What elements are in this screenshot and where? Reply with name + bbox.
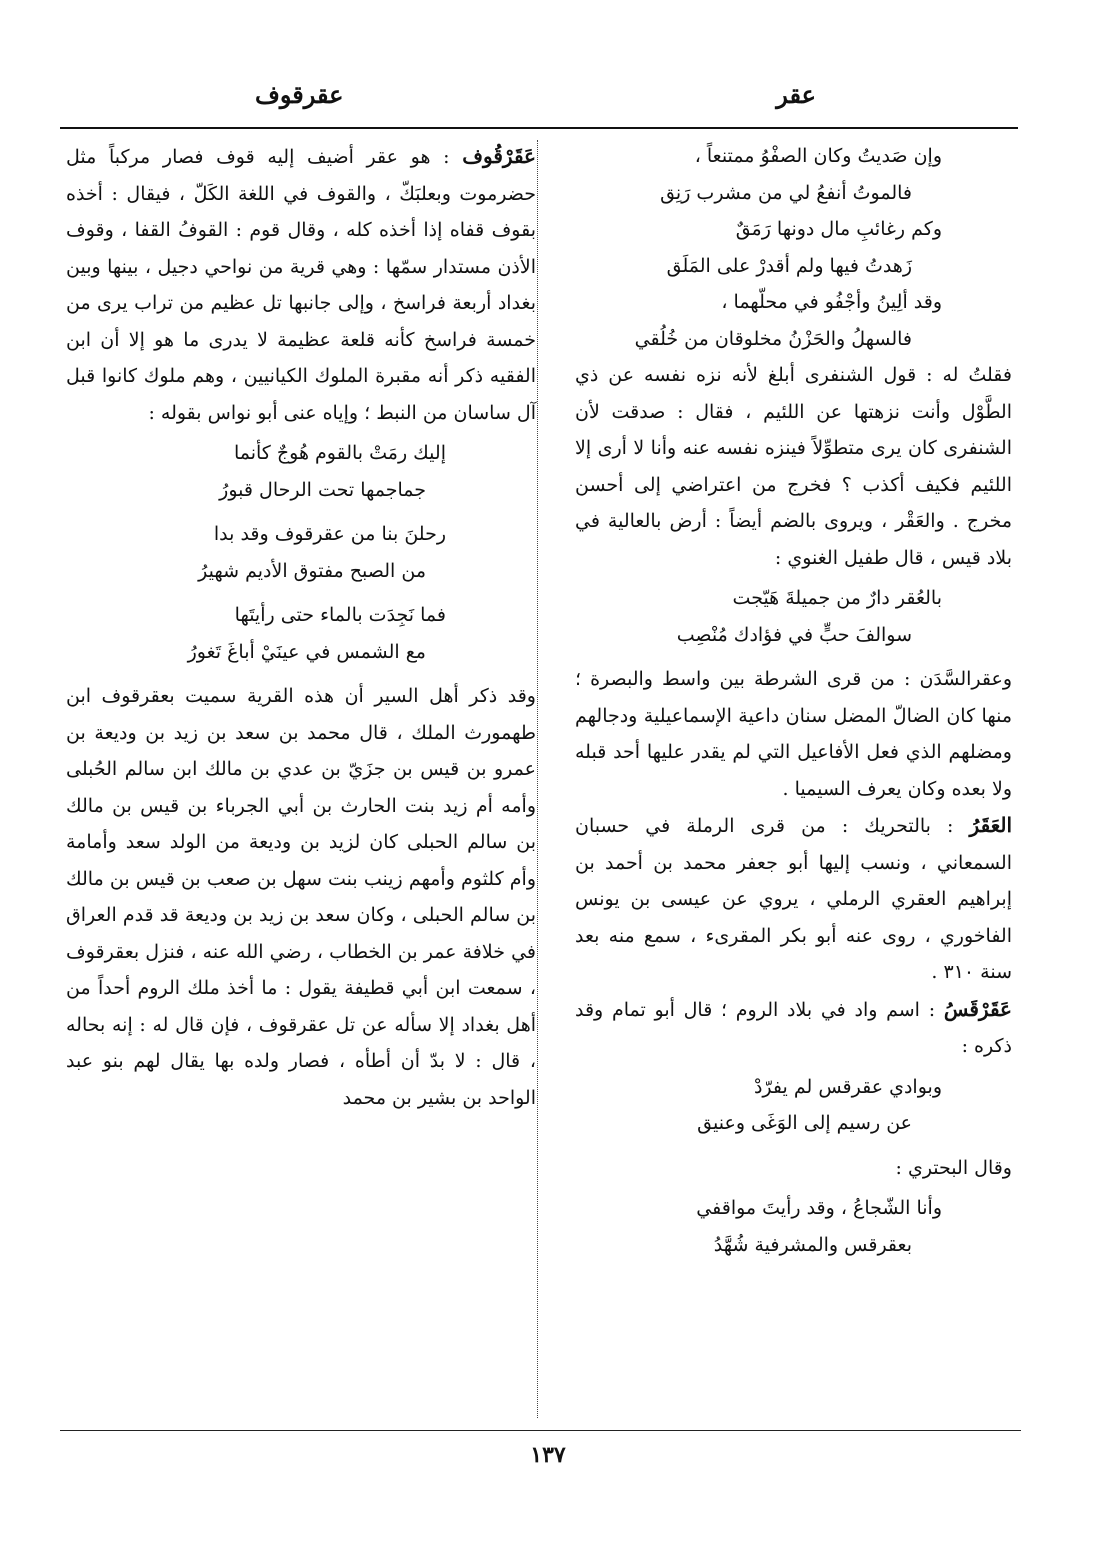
right-column bbox=[575, 138, 1012, 1271]
entry-headword: عَقَرْقَسُ bbox=[943, 996, 1012, 1021]
verse-line: فالموتُ أنفعُ لي من مشرب رَنِق bbox=[660, 181, 912, 204]
entry-headword: عَقَرْقُوف bbox=[462, 144, 536, 168]
verse-line: جماجمها تحت الرحال قبورُ bbox=[219, 478, 426, 501]
paragraph: وعقرالسَّدَن : من قرى الشرطة بين واسط والبصرة ؛ منها كان الضالّ المضل سنان داعية الإسماعيلية ودجالهم ومضلهم الذي فعل الأفاعيل التي لم يقدر عليها أحد قبله ولا بعده وكان يعرف السيميا . bbox=[575, 668, 1012, 800]
dictionary-entry bbox=[66, 138, 536, 431]
verse-block bbox=[66, 435, 536, 508]
entry-headword: العَقَرُ bbox=[969, 813, 1012, 837]
verse-line: زَهدتُ فيها ولم أقدرْ على المَلَق bbox=[666, 254, 912, 277]
verse-block bbox=[575, 580, 1012, 653]
column-divider bbox=[537, 140, 538, 1418]
verse-line: فالسهلُ والحَزْنُ مخلوقان من خُلُقي bbox=[634, 327, 912, 350]
verse-line: وإن صَديتُ وكان الصفْوُ ممتنعاً ، bbox=[694, 145, 942, 167]
paragraph: وقال البحتري : bbox=[895, 1156, 1012, 1179]
verse-line: بعقرقس والمشرفية شُهَّدُ bbox=[713, 1233, 912, 1256]
page-number: ١٣٧ bbox=[530, 1442, 566, 1468]
entry-text: : هو عقر أضيف إليه قوف فصار مركباً مثل حضرموت وبعلبَكّ ، والقوف في اللغة الكَلّ ، فيقال : أخذه بقوف قفاه إذا أخذه كله ، وقال قوم : القوفُ القفا ، وقوف الأذن مستدار سمّها : وهي قرية من نواحي دجيل ، بينها وبين بغداد أربعة فراسخ ، وإلى جانبها تل عظيم من تراب يرى من خمسة فراسخ كأنه قلعة عظيمة لا يدرى ما هو إلا أن ابن الفقيه ذكر أنه مقبرة الملوك الكيانيين ، وهم ملوك كانوا قبل آل ساسان من النبط ؛ وإياه عنى أبو نواس بقوله : bbox=[66, 146, 536, 424]
paragraph: فقلتُ له : قول الشنفرى أبلغ لأنه نزه نفسه عن ذي الطَّوْل وأنت نزهتها عن اللئيم ، فقال : صدقت لأن الشنفرى كان يرى متطوِّلاً فينزه نفسه عنه وأنا لا أرى إلا اللئيم فكيف أكذب ؟ فخرج من اعتراضي إلى أحسن مخرج . والعَقْر ، ويروى بالضم أيضاً : أرض بالعالية في بلاد قيس ، قال طفيل الغنوي : bbox=[575, 364, 1012, 569]
dictionary-entry bbox=[575, 807, 1012, 991]
verse-line: وأنا الشّجاعُ ، وقد رأيتَ مواقفي bbox=[696, 1197, 942, 1219]
running-head-right: عقر bbox=[776, 80, 816, 109]
verse-line: وكم رغائبِ مال دونها رَمَقٌ bbox=[735, 218, 942, 240]
entry-text: : اسم واد في بلاد الروم ؛ قال أبو تمام وقد ذكره : bbox=[575, 998, 1012, 1057]
verse-line: عن رسيم إلى الوَغَى وعنيق bbox=[697, 1112, 912, 1134]
running-head-left: عقرقوف bbox=[255, 80, 344, 109]
verse-line: وقد ألِينُ وأجْفُو في محلّهما ، bbox=[721, 291, 942, 313]
dictionary-entry bbox=[575, 991, 1012, 1065]
footer-rule bbox=[60, 1430, 1021, 1431]
verse-line: مع الشمس في عينَيْ أباغَ تَغورُ bbox=[187, 640, 426, 663]
verse-block bbox=[575, 1069, 1012, 1142]
verse-line: وبوادي عقرقس لم يفرّدْ bbox=[753, 1075, 942, 1098]
verse-block bbox=[66, 597, 536, 670]
verse-block bbox=[66, 516, 536, 589]
verse-block bbox=[575, 1190, 1012, 1263]
verse-line: رحلنَ بنا من عقرقوف وقد بدا bbox=[213, 523, 446, 545]
verse-line: سوالفَ حبٍّ في فؤادك مُنْصِب bbox=[676, 623, 912, 646]
verse-block bbox=[575, 138, 1012, 357]
verse-line: فما نَجِدَت بالماء حتى رأيتَها bbox=[234, 604, 446, 626]
verse-line: إليك رمَتْ بالقوم هُوجٌ كأنما bbox=[233, 442, 446, 464]
header-rule bbox=[60, 127, 1018, 129]
verse-line: بالعُقر دارٌ من جميلةَ هَيّجت bbox=[732, 587, 942, 609]
entry-text: : بالتحريك : من قرى الرملة في حسبان السمعاني ، ونسب إليها أبو جعفر محمد بن أحمد بن إبراهيم العقري الرملي ، يروي عن عيسى بن يونس الفاخوري ، روى عنه أبو بكر المقرىء ، سمع منه بعد سنة ٣١٠ . bbox=[575, 815, 1012, 983]
verse-line: من الصبح مفتوق الأديم شهيرُ bbox=[198, 559, 426, 582]
paragraph: وقد ذكر أهل السير أن هذه القرية سميت بعقرقوف ابن طهمورث الملك ، قال محمد بن سعد بن زيد بن وديعة بن عمرو بن قيس بن جزَيّ بن عدي بن مالك ابن سالم الحُبلى وأمه أم زيد بنت الحارث بن أبي الجرباء بن قيس بن مالك بن سالم الحبلى كان لزيد بن وديعة من الولد سعد وأمامة وأم كلثوم وأمهم زينب بنت سهل بن صعب بن قيس بن مالك بن سالم الحبلى ، وكان سعد بن زيد بن وديعة قد قدم العراق في خلافة عمر بن الخطاب ، رضي الله عنه ، فنزل بعقرقوف ، سمعت ابن أبي قطيفة يقول : ما أخذ ملك الروم أحداً من أهل بغداد إلا سأله عن تل عقرقوف ، فإن قال له : إنه بحاله ، قال : لا بدّ أن أطأه ، فصار ولده بها يقال لهم بنو عبد الواحد بن بشير بن محمد bbox=[66, 685, 536, 1109]
left-column bbox=[66, 138, 536, 1116]
